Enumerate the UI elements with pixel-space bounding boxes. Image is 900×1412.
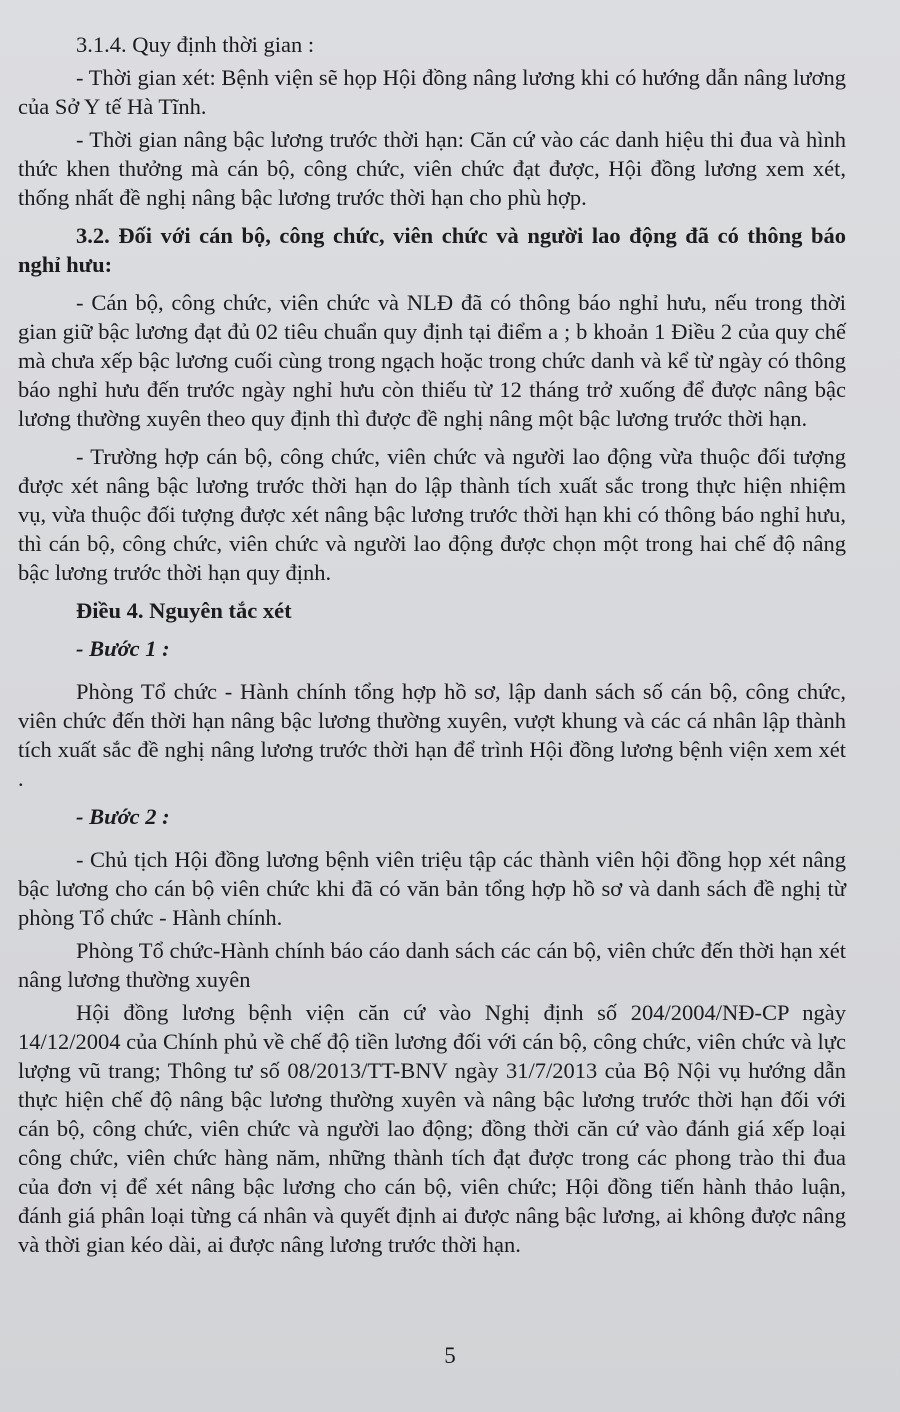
- step-label: - Bước 2 :: [76, 804, 170, 829]
- paragraph: - Cán bộ, công chức, viên chức và NLĐ đã có thông báo nghỉ hưu, nếu trong thời gian giữ bậc lương đạt đủ 02 tiêu chuẩn quy định tại điểm a ; b khoản 1 Điều 2 của quy chế mà chưa xếp bậc lương cuối cùng trong ngạch hoặc trong chức danh và kể từ ngày có thông báo nghỉ hưu đến trước ngày nghỉ hưu còn thiếu từ 12 tháng trở xuống để được nâng bậc lương thường xuyên theo quy định thì được đề nghị nâng một bậc lương trước thời hạn.: [18, 290, 846, 431]
- paragraph: - Thời gian nâng bậc lương trước thời hạn: Căn cứ vào các danh hiệu thi đua và hình thức khen thưởng mà cán bộ, công chức, viên chức đạt được, Hội đồng lương xem xét, thống nhất đề nghị nâng bậc lương trước thời hạn cho phù hợp.: [18, 127, 846, 210]
- section-heading-3-2: 3.2. Đối với cán bộ, công chức, viên chức và người lao động đã có thông báo nghỉ hưu:: [18, 223, 846, 277]
- page-number: 5: [444, 1343, 456, 1368]
- paragraph: - Trường hợp cán bộ, công chức, viên chức và người lao động vừa thuộc đối tượng được xét nâng bậc lương trước thời hạn do lập thành tích xuất sắc trong thực hiện nhiệm vụ, vừa thuộc đối tượng được xét nâng bậc lương trước thời hạn khi có thông báo nghỉ hưu, thì cán bộ, công chức, viên chức và người lao động được chọn một trong hai chế độ nâng bậc lương trước thời hạn quy định.: [18, 444, 846, 585]
- article-heading: Điều 4. Nguyên tắc xét: [76, 598, 292, 623]
- paragraph: - Thời gian xét: Bệnh viện sẽ họp Hội đồng nâng lương khi có hướng dẫn nâng lương của Sở Y tế Hà Tĩnh.: [18, 65, 846, 119]
- section-heading-3-1-4: 3.1.4. Quy định thời gian :: [76, 32, 315, 57]
- paragraph: Phòng Tổ chức - Hành chính tổng hợp hồ sơ, lập danh sách số cán bộ, công chức, viên chức đến thời hạn nâng bậc lương thường xuyên, vượt khung và các cá nhân lập thành tích xuất sắc đề nghị nâng lương trước thời hạn để trình Hội đồng lương bệnh viện xem xét .: [18, 679, 846, 791]
- step-label: - Bước 1 :: [76, 636, 170, 661]
- paragraph: Hội đồng lương bệnh viện căn cứ vào Nghị định số 204/2004/NĐ-CP ngày 14/12/2004 của Chính phủ về chế độ tiền lương đối với cán bộ, công chức, viên chức và lực lượng vũ trang; Thông tư số 08/2013/TT-BNV ngày 31/7/2013 của Bộ Nội vụ hướng dẫn thực hiện chế độ nâng bậc lương thường xuyên và nâng bậc lương trước thời hạn đối với cán bộ, công chức, viên chức và người lao động; đồng thời căn cứ vào đánh giá xếp loại công chức, viên chức hàng năm, những thành tích đạt được trong các phong trào thi đua của đơn vị để xét nâng bậc lương cho cán bộ, viên chức; Hội đồng tiến hành thảo luận, đánh giá phân loại từng cá nhân và quyết định ai được nâng bậc lương, ai không được nâng và thời gian kéo dài, ai được nâng lương trước thời hạn.: [18, 1000, 846, 1257]
- paragraph: - Chủ tịch Hội đồng lương bệnh viên triệu tập các thành viên hội đồng họp xét nâng bậc lương cho cán bộ viên chức khi đã có văn bản tổng hợp hồ sơ và danh sách đề nghị từ phòng Tổ chức - Hành chính.: [18, 847, 846, 930]
- paragraph: Phòng Tổ chức-Hành chính báo cáo danh sách các cán bộ, viên chức đến thời hạn xét nâng lương thường xuyên: [18, 938, 846, 992]
